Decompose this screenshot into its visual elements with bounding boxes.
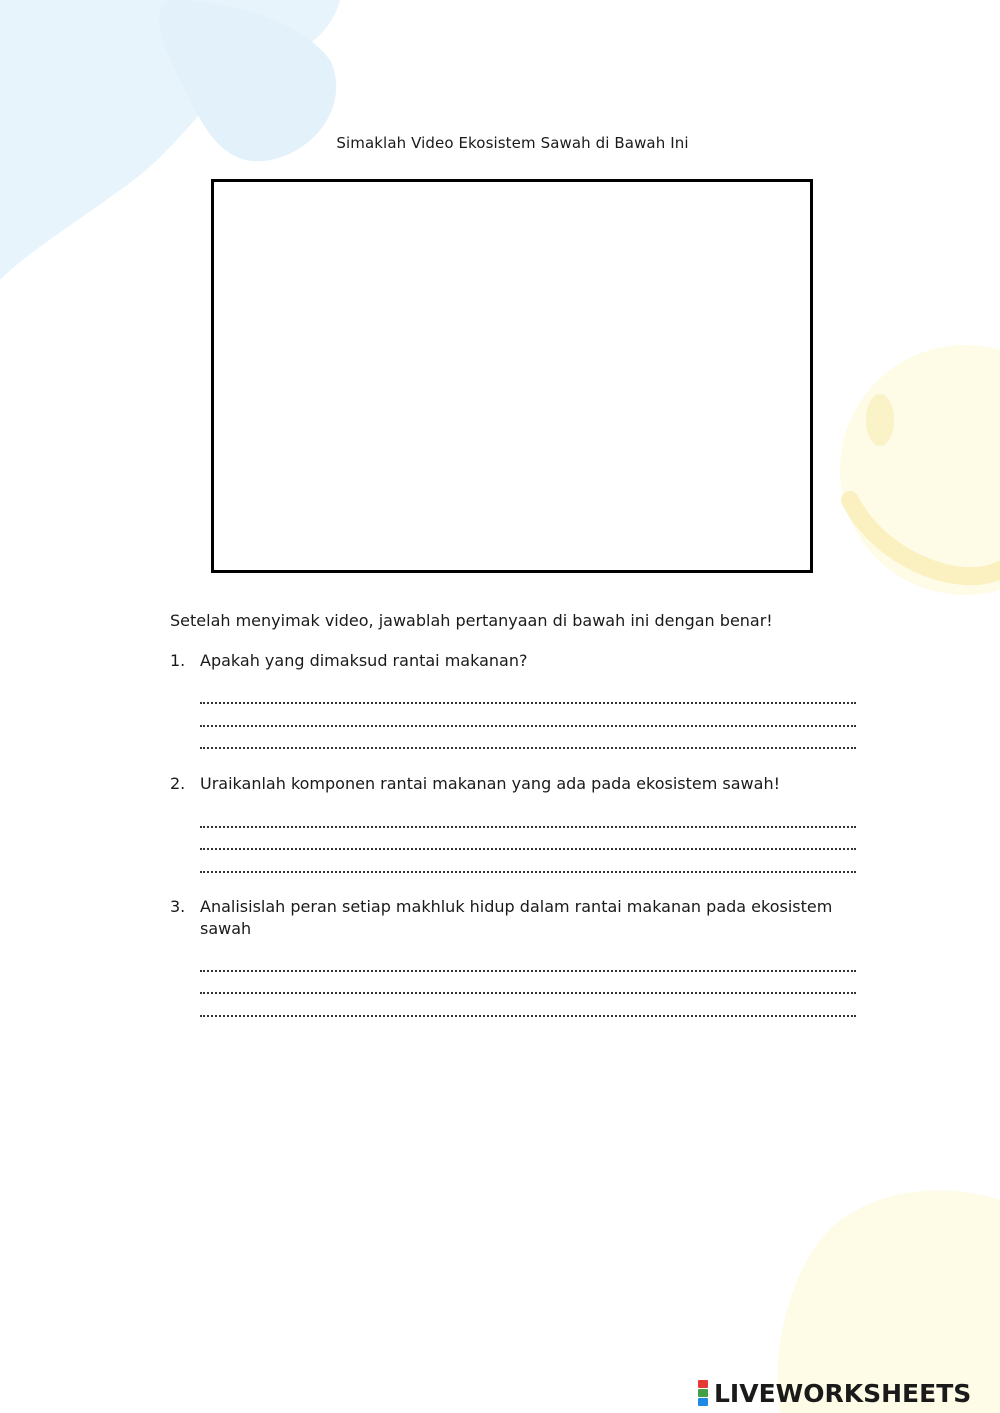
question-text: Uraikanlah komponen rantai makanan yang ada pada ekosistem sawah!	[200, 774, 780, 793]
instruction-text: Setelah menyimak video, jawablah pertanyaan di bawah ini dengan benar!	[170, 611, 773, 630]
logo-block-red	[698, 1380, 708, 1388]
liveworksheets-logo[interactable]	[698, 1378, 971, 1408]
question-number: 1.	[170, 651, 186, 670]
question-text: Analisislah peran setiap makhluk hidup dalam rantai makanan pada ekosistem sawah	[200, 897, 833, 938]
answer-line[interactable]	[200, 846, 856, 850]
video-placeholder[interactable]	[211, 179, 813, 573]
answer-line[interactable]	[200, 824, 856, 828]
logo-blocks-icon	[698, 1380, 708, 1406]
question-number: 2.	[170, 774, 186, 793]
answer-line[interactable]	[200, 700, 856, 704]
worksheet-title: Simaklah Video Ekosistem Sawah di Bawah Ini	[336, 134, 689, 152]
answer-line[interactable]	[200, 990, 856, 994]
answer-line[interactable]	[200, 869, 856, 873]
question-text: Apakah yang dimaksud rantai makanan?	[200, 651, 528, 670]
logo-block-blue	[698, 1398, 708, 1406]
logo-block-green	[698, 1389, 708, 1397]
question-number: 3.	[170, 897, 186, 916]
answer-line[interactable]	[200, 745, 856, 749]
answer-line[interactable]	[200, 1013, 856, 1017]
answer-line[interactable]	[200, 968, 856, 972]
logo-text: LIVEWORKSHEETS	[714, 1378, 972, 1408]
answer-line[interactable]	[200, 723, 856, 727]
